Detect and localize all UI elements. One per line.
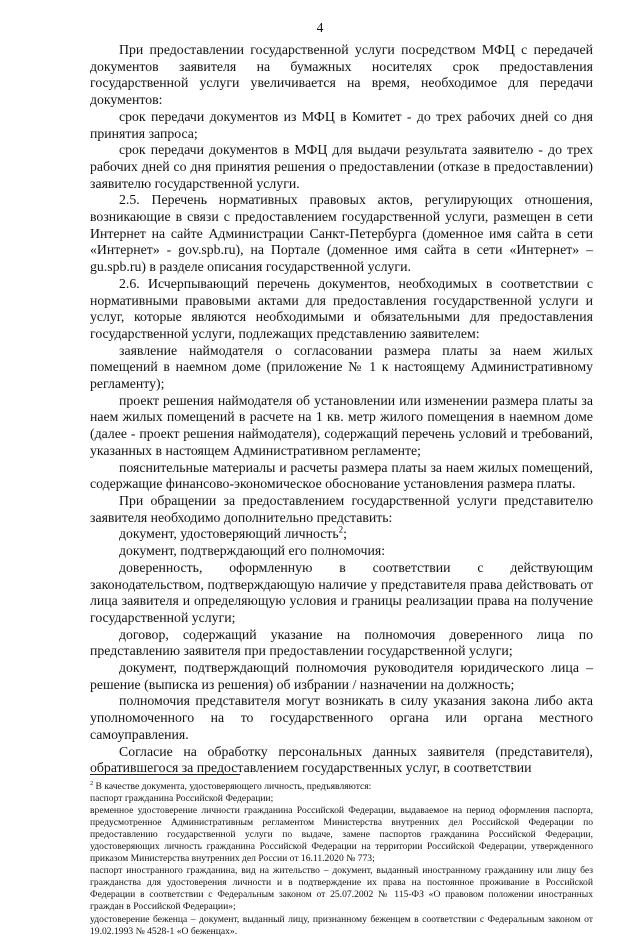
footnote-2-title-text: В качестве документа, удостоверяющего личность, предъявляются:	[93, 781, 372, 792]
paragraph-mfc-delivery-intro: При предоставлении государственной услуги посредством МФЦ с передачей документов заявителя на бумажных носителях срок предоставления государственной услуги увеличивается на время, необходимое для передачи документов:	[90, 42, 593, 108]
paragraph-contract: договор, содержащий указание на полномочия доверенного лица по представлению заявителя при предоставлении государственной услуги;	[90, 626, 593, 659]
paragraph-transfer-to-committee: срок передачи документов из МФЦ в Комитет - до трех рабочих дней со дня принятия запроса;	[90, 108, 593, 141]
paragraph-2-6-documents-list: 2.6. Исчерпывающий перечень документов, необходимых в соответствии с нормативными правовыми актами для предоставления государственной услуги и услуг, которые являются необходимыми и обязательными для предоставления государственной услуги, подлежащих представлению заявителем:	[90, 275, 593, 341]
paragraph-draft-decision: проект решения наймодателя об установлении или изменении размера платы за наем жилых помещений в расчете на 1 кв. метр жилого помещения в наемном доме (далее - проект решения наймодателя), содержащий перечень условий и требований, указанных в настоящем Административном регламенте;	[90, 392, 593, 458]
paragraph-identity-document	[90, 526, 593, 543]
document-body	[90, 42, 593, 777]
paragraph-explanatory-materials: пояснительные материалы и расчеты размера платы за наем жилых помещений, содержащие финансово-экономическое обоснование установления размера платы.	[90, 459, 593, 492]
paragraph-authority-document: документ, подтверждающий его полномочия:	[119, 543, 386, 559]
footnote-refugee-certificate: удостоверение беженца – документ, выданный лицу, признанному беженцем в соответствии с Федеральным законом от 19.02.1993 № 4528-1 «О беженцах».	[90, 913, 593, 937]
paragraph-2-5-legal-acts: 2.5. Перечень нормативных правовых актов, регулирующих отношения, возникающие в связи с предоставлением государственной услуги, размещен в сети Интернет на сайте Администрации Санкт-Петербурга (доменное имя сайта в сети «Интернет» - gov.spb.ru), на Портале (доменное имя сайта в сети «Интернет» – gu.spb.ru) в разделе описания государственной услуги.	[90, 192, 593, 275]
footnote-passport: паспорт гражданина Российской Федерации;	[90, 793, 274, 805]
paragraph-head-authority: документ, подтверждающий полномочия руководителя юридического лица – решение (выписка из решения) об избрании / назначении на должность;	[90, 660, 593, 692]
paragraph-power-of-attorney: доверенность, оформленную в соответствии с действующим законодательством, подтверждающую наличие у представителя права действовать от лица заявителя и определяющую условия и границы реализации права на получение государственной услуги;	[90, 559, 593, 625]
footnote-separator	[90, 774, 240, 775]
identity-document-tail: ;	[343, 526, 347, 542]
paragraph-representative-intro: При обращении за предоставлением государственной услуги представителю заявителя необходимо дополнительно представить:	[90, 492, 593, 525]
paragraph-authority-by-law: полномочия представителя могут возникать в силу указания закона либо акта уполномоченного на то государственного органа или органа местного самоуправления.	[90, 693, 593, 742]
paragraph-transfer-to-mfc: срок передачи документов в МФЦ для выдачи результата заявителю - до трех рабочих дней со дня принятия решения о предоставлении (отказе в предоставлении) заявителю государственной услуги.	[90, 142, 593, 191]
footnote-marker: 2	[90, 779, 94, 787]
footnote-foreign-passport: паспорт иностранного гражданина, вид на жительство – документ, выданный иностранному гражданину или лицу без гражданства для удостоверения личности и в подтверждение их права на постоянное проживание в Российской Федерации в соответствии с Федеральным законом от 25.07.2002 № 115-ФЗ «О правовом положении иностранных граждан в Российской Федерации»;	[90, 865, 593, 913]
paragraph-personal-data-consent: Согласие на обработку персональных данных заявителя (представителя), обратившегося за предоставлением государственных услуг, в соответствии	[90, 743, 593, 776]
footnote-2-title	[90, 781, 593, 793]
page-number: 4	[316, 20, 324, 35]
identity-document-text: документ, удостоверяющий личность	[119, 526, 339, 542]
footnotes	[90, 781, 593, 938]
paragraph-landlord-application: заявление наймодателя о согласовании размера платы за наем жилых помещений в наемном доме (приложение № 1 к настоящему Административному регламенту);	[90, 342, 593, 392]
footnote-temporary-id: временное удостоверение личности гражданина Российской Федерации, выдаваемое на период оформления паспорта, предусмотренное Административным регламентом Министерства внутренних дел Российской Федерации по предоставлению государственной услуги по выдаче, замене паспортов гражданина Российской Федерации, удостоверяющих личность гражданина Российской Федерации на территории Российской Федерации, утвержденного приказом Министерства внутренних дел России от 16.11.2020 № 773;	[90, 805, 593, 865]
footnote-reference-2: 2	[338, 524, 344, 535]
